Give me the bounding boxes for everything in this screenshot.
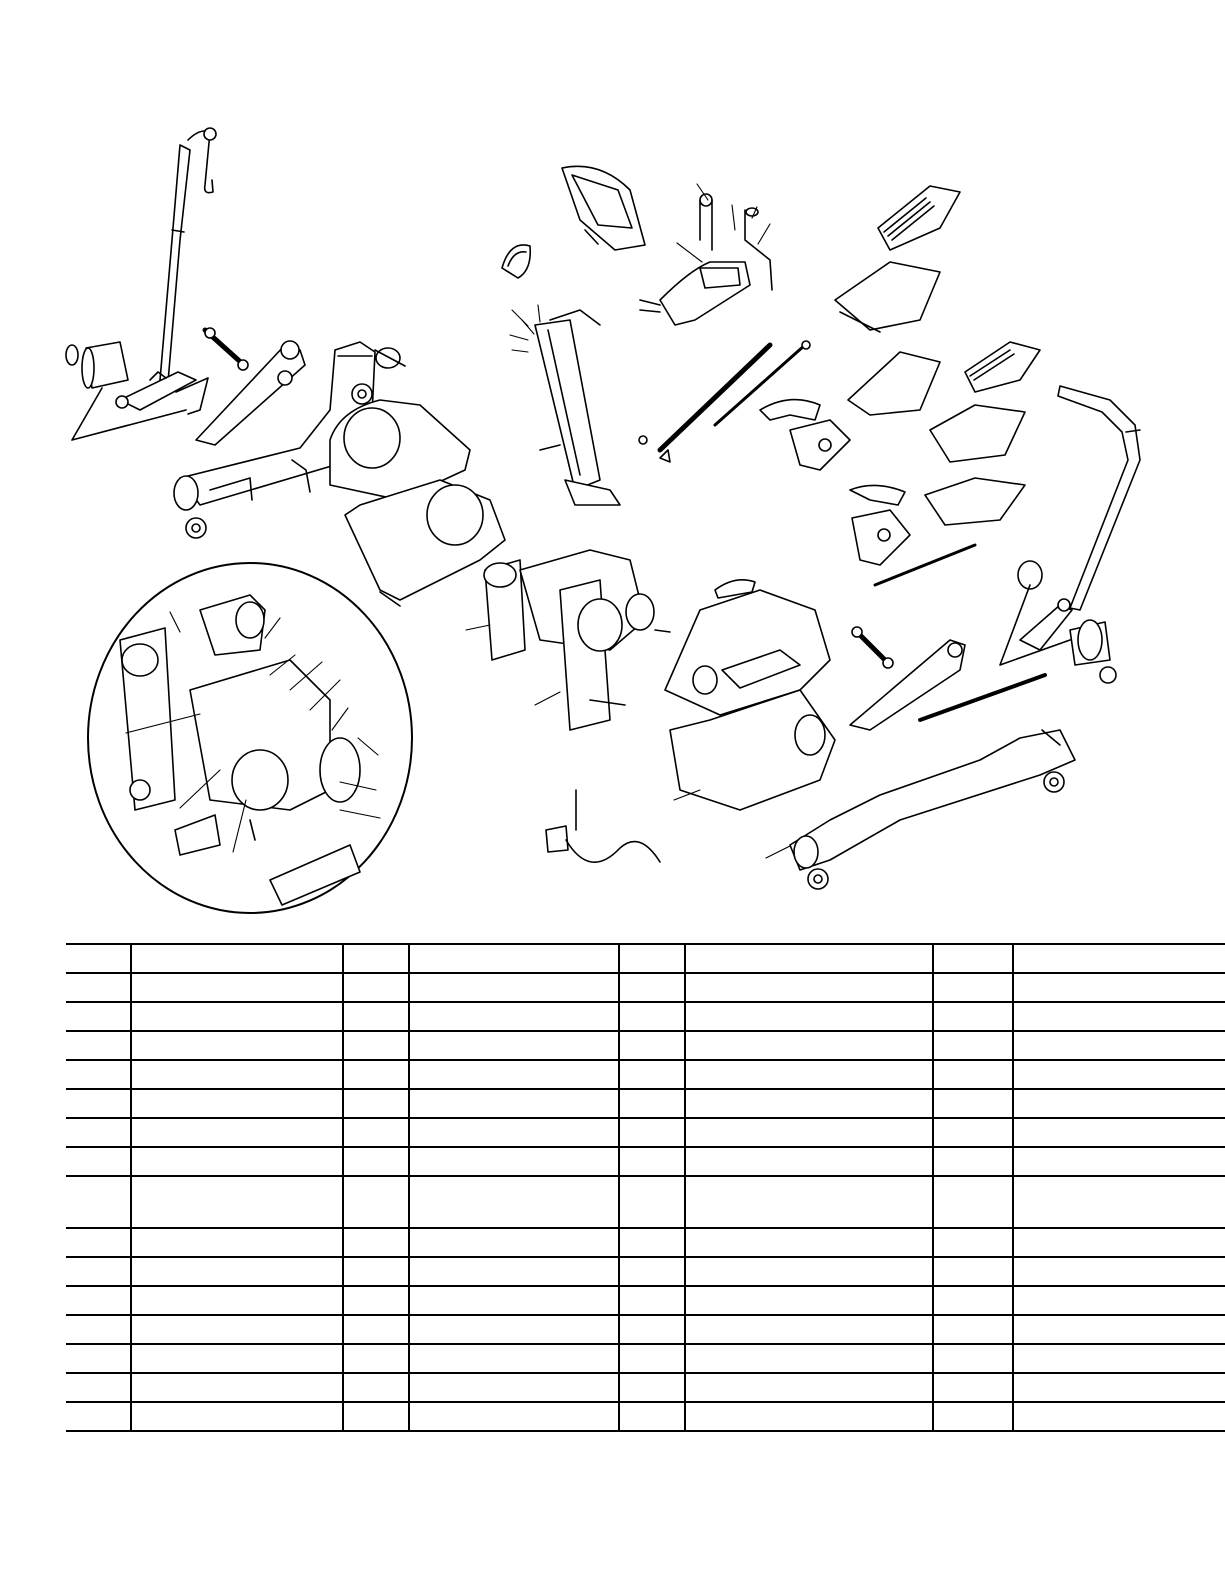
part-number-cell bbox=[66, 1002, 131, 1031]
part-description-cell bbox=[1013, 1373, 1225, 1402]
part-number-cell bbox=[343, 1060, 409, 1089]
table-row bbox=[66, 1402, 1225, 1431]
part-number-cell bbox=[933, 1176, 1013, 1228]
part-number-cell bbox=[933, 1147, 1013, 1176]
part-description-cell bbox=[409, 1176, 619, 1228]
part-number-cell bbox=[66, 1118, 131, 1147]
part-description-cell bbox=[685, 1031, 933, 1060]
part-description-cell bbox=[409, 1060, 619, 1089]
part-description-cell bbox=[131, 1315, 343, 1344]
part-number-cell bbox=[66, 1176, 131, 1228]
table-row bbox=[66, 1031, 1225, 1060]
part-description-cell bbox=[131, 1031, 343, 1060]
part-description-cell bbox=[685, 1286, 933, 1315]
part-description-cell bbox=[685, 1373, 933, 1402]
part-description-cell bbox=[409, 944, 619, 973]
part-number-cell bbox=[619, 1031, 685, 1060]
cup-holder-band bbox=[502, 245, 530, 278]
part-description-cell bbox=[131, 1228, 343, 1257]
part-number-cell bbox=[933, 1228, 1013, 1257]
part-description-cell bbox=[131, 1089, 343, 1118]
part-number-cell bbox=[933, 1060, 1013, 1089]
part-description-cell bbox=[409, 1002, 619, 1031]
part-number-cell bbox=[343, 973, 409, 1002]
part-number-cell bbox=[619, 944, 685, 973]
part-description-cell bbox=[409, 1147, 619, 1176]
part-description-cell bbox=[685, 1060, 933, 1089]
part-description-cell bbox=[131, 1257, 343, 1286]
part-description-cell bbox=[1013, 1228, 1225, 1257]
table-row bbox=[66, 1060, 1225, 1089]
part-description-cell bbox=[1013, 1002, 1225, 1031]
part-number-cell bbox=[619, 973, 685, 1002]
power-adapter-icon bbox=[546, 790, 660, 862]
part-number-cell bbox=[66, 1344, 131, 1373]
part-number-cell bbox=[343, 1228, 409, 1257]
part-number-cell bbox=[343, 1031, 409, 1060]
table-row bbox=[66, 1315, 1225, 1344]
part-description-cell bbox=[1013, 1060, 1225, 1089]
part-number-cell bbox=[66, 1373, 131, 1402]
part-number-cell bbox=[933, 1257, 1013, 1286]
part-number-cell bbox=[619, 1176, 685, 1228]
part-description-cell bbox=[685, 1315, 933, 1344]
part-description-cell bbox=[1013, 944, 1225, 973]
part-number-cell bbox=[343, 944, 409, 973]
part-number-cell bbox=[933, 1344, 1013, 1373]
part-description-cell bbox=[131, 1118, 343, 1147]
part-description-cell bbox=[685, 1228, 933, 1257]
part-description-cell bbox=[131, 944, 343, 973]
part-description-cell bbox=[131, 1176, 343, 1228]
part-description-cell bbox=[409, 1228, 619, 1257]
table-row bbox=[66, 1089, 1225, 1118]
part-number-cell bbox=[933, 1089, 1013, 1118]
left-shroud-covers bbox=[330, 400, 505, 606]
part-description-cell bbox=[1013, 973, 1225, 1002]
part-number-cell bbox=[933, 1286, 1013, 1315]
part-number-cell bbox=[933, 973, 1013, 1002]
part-number-cell bbox=[66, 1147, 131, 1176]
part-description-cell bbox=[409, 1373, 619, 1402]
part-number-cell bbox=[619, 1002, 685, 1031]
part-description-cell bbox=[685, 1089, 933, 1118]
console-mast bbox=[535, 310, 620, 505]
table-row bbox=[66, 1373, 1225, 1402]
part-number-cell bbox=[933, 1402, 1013, 1431]
part-number-cell bbox=[343, 1286, 409, 1315]
part-number-cell bbox=[66, 1257, 131, 1286]
part-number-cell bbox=[619, 1118, 685, 1147]
table-row bbox=[66, 944, 1225, 973]
part-description-cell bbox=[131, 973, 343, 1002]
foot-pedals bbox=[835, 186, 1040, 525]
part-description-cell bbox=[409, 1286, 619, 1315]
part-description-cell bbox=[1013, 1315, 1225, 1344]
part-description-cell bbox=[409, 1118, 619, 1147]
part-description-cell bbox=[131, 1060, 343, 1089]
table-row bbox=[66, 1228, 1225, 1257]
part-description-cell bbox=[1013, 1031, 1225, 1060]
detail-magnifier-circle bbox=[88, 563, 412, 913]
left-link-arm bbox=[196, 328, 305, 445]
part-number-cell bbox=[66, 1089, 131, 1118]
part-number-cell bbox=[933, 1031, 1013, 1060]
left-handlebar-arm bbox=[116, 128, 216, 410]
part-description-cell bbox=[1013, 1402, 1225, 1431]
part-number-cell bbox=[619, 1147, 685, 1176]
table-row bbox=[66, 1176, 1225, 1228]
part-number-cell bbox=[66, 1031, 131, 1060]
part-number-cell bbox=[619, 1228, 685, 1257]
table-row bbox=[66, 1257, 1225, 1286]
part-description-cell bbox=[685, 1176, 933, 1228]
part-number-cell bbox=[66, 1402, 131, 1431]
part-number-cell bbox=[933, 1315, 1013, 1344]
part-number-cell bbox=[66, 973, 131, 1002]
part-number-cell bbox=[343, 1089, 409, 1118]
drive-assembly bbox=[484, 550, 670, 730]
part-number-cell bbox=[343, 1315, 409, 1344]
right-link-arm-and-base bbox=[790, 627, 1075, 870]
stationary-handlebar-tray bbox=[640, 194, 772, 325]
part-description-cell bbox=[1013, 1344, 1225, 1373]
part-description-cell bbox=[1013, 1118, 1225, 1147]
part-number-cell bbox=[933, 1118, 1013, 1147]
part-description-cell bbox=[685, 973, 933, 1002]
part-description-cell bbox=[131, 1402, 343, 1431]
part-description-cell bbox=[685, 1118, 933, 1147]
part-number-cell bbox=[619, 1257, 685, 1286]
part-description-cell bbox=[131, 1373, 343, 1402]
part-description-cell bbox=[1013, 1286, 1225, 1315]
part-number-cell bbox=[343, 1344, 409, 1373]
part-number-cell bbox=[619, 1373, 685, 1402]
part-number-cell bbox=[66, 944, 131, 973]
part-description-cell bbox=[685, 1147, 933, 1176]
table-row bbox=[66, 1147, 1225, 1176]
part-number-cell bbox=[619, 1402, 685, 1431]
part-description-cell bbox=[685, 1257, 933, 1286]
table-row bbox=[66, 1002, 1225, 1031]
part-number-cell bbox=[66, 1228, 131, 1257]
part-number-cell bbox=[933, 1373, 1013, 1402]
part-description-cell bbox=[1013, 1089, 1225, 1118]
part-description-cell bbox=[1013, 1147, 1225, 1176]
table-row bbox=[66, 1118, 1225, 1147]
part-description-cell bbox=[1013, 1257, 1225, 1286]
part-number-cell bbox=[619, 1344, 685, 1373]
part-description-cell bbox=[409, 973, 619, 1002]
part-description-cell bbox=[685, 944, 933, 973]
part-description-cell bbox=[409, 1089, 619, 1118]
table-row bbox=[66, 973, 1225, 1002]
part-number-cell bbox=[933, 1002, 1013, 1031]
part-description-cell bbox=[409, 1257, 619, 1286]
part-description-cell bbox=[131, 1286, 343, 1315]
part-number-cell bbox=[66, 1315, 131, 1344]
part-description-cell bbox=[409, 1344, 619, 1373]
table-row bbox=[66, 1344, 1225, 1373]
table-row bbox=[66, 1286, 1225, 1315]
part-number-cell bbox=[619, 1315, 685, 1344]
part-number-cell bbox=[933, 944, 1013, 973]
part-number-cell bbox=[343, 1373, 409, 1402]
part-description-cell bbox=[685, 1402, 933, 1431]
part-description-cell bbox=[131, 1002, 343, 1031]
part-description-cell bbox=[685, 1344, 933, 1373]
part-number-cell bbox=[343, 1118, 409, 1147]
part-description-cell bbox=[409, 1315, 619, 1344]
console-unit bbox=[562, 166, 645, 250]
part-description-cell bbox=[409, 1402, 619, 1431]
right-shroud-covers bbox=[665, 580, 835, 810]
part-description-cell bbox=[1013, 1176, 1225, 1228]
part-number-cell bbox=[619, 1089, 685, 1118]
part-description-cell bbox=[131, 1147, 343, 1176]
part-description-cell bbox=[685, 1002, 933, 1031]
part-number-cell bbox=[343, 1002, 409, 1031]
part-number-cell bbox=[343, 1257, 409, 1286]
part-description-cell bbox=[131, 1344, 343, 1373]
part-number-cell bbox=[343, 1402, 409, 1431]
right-handlebar-arm bbox=[1000, 386, 1140, 683]
part-number-cell bbox=[66, 1060, 131, 1089]
parts-list-table bbox=[66, 943, 1225, 1432]
part-number-cell bbox=[66, 1286, 131, 1315]
part-number-cell bbox=[343, 1176, 409, 1228]
part-number-cell bbox=[619, 1060, 685, 1089]
part-number-cell bbox=[343, 1147, 409, 1176]
part-number-cell bbox=[619, 1286, 685, 1315]
part-description-cell bbox=[409, 1031, 619, 1060]
